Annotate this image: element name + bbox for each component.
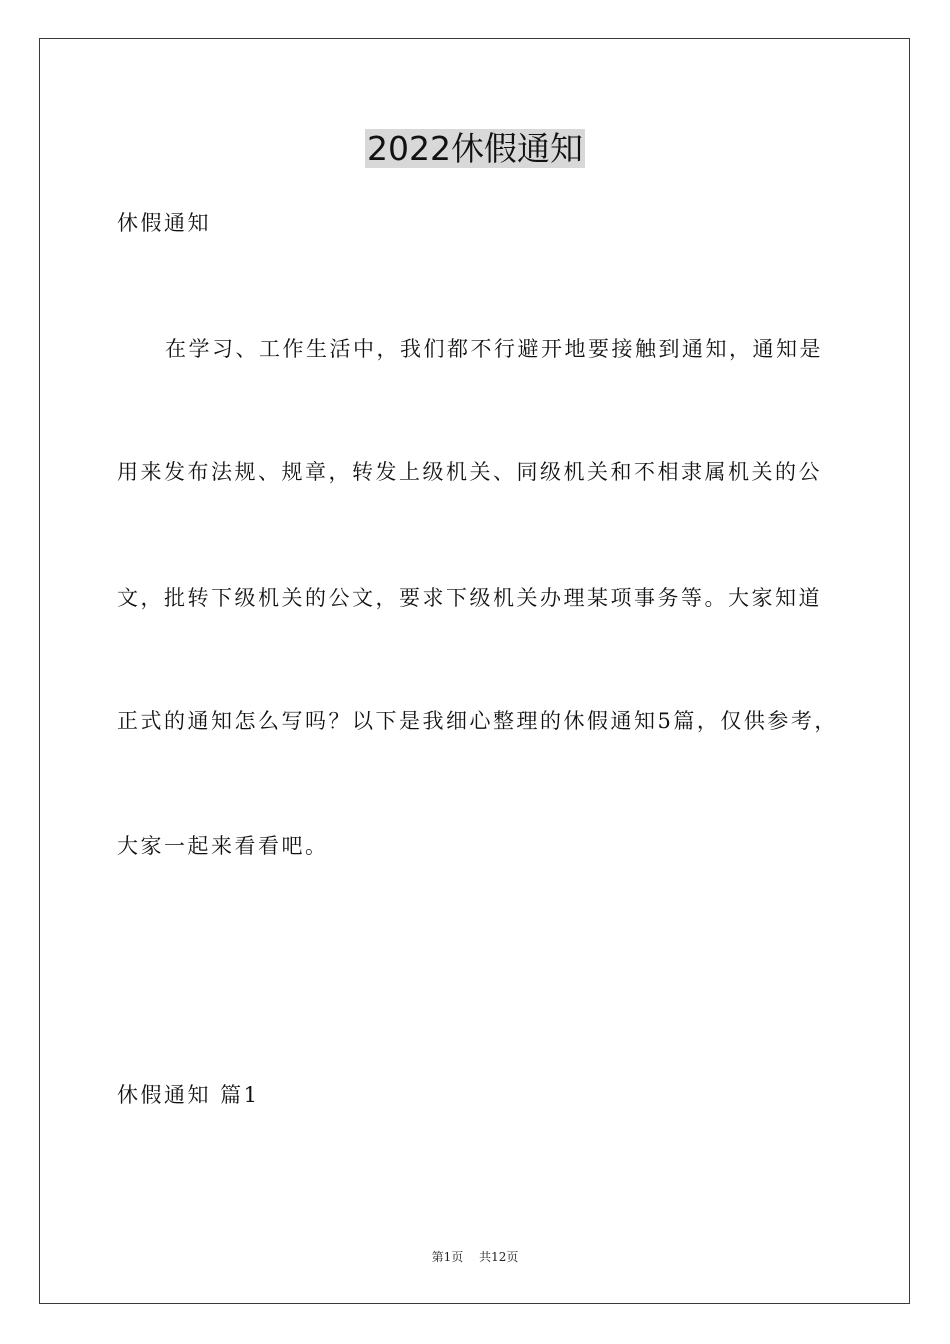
- section-heading: 休假通知 篇1: [117, 1083, 260, 1107]
- intro-line-5: 大家一起来看看吧。: [117, 834, 329, 858]
- page-footer: [0, 1248, 950, 1266]
- document-subtitle: 休假通知: [117, 211, 211, 235]
- intro-line-2: 用来发布法规、规章，转发上级机关、同级机关和不相隶属机关的公: [117, 460, 822, 484]
- intro-line-4: 正式的通知怎么写吗？以下是我细心整理的休假通知5篇，仅供参考，: [117, 709, 838, 733]
- page-number: 第1页: [431, 1250, 464, 1264]
- document-title-text: 2022休假通知: [367, 129, 583, 168]
- page-total: 共12页: [479, 1250, 519, 1264]
- intro-line-3: 文，批转下级机关的公文，要求下级机关办理某项事务等。大家知道: [117, 586, 822, 610]
- intro-line-1: 在学习、工作生活中，我们都不行避开地要接触到通知，通知是: [165, 337, 823, 361]
- document-title: [0, 126, 950, 172]
